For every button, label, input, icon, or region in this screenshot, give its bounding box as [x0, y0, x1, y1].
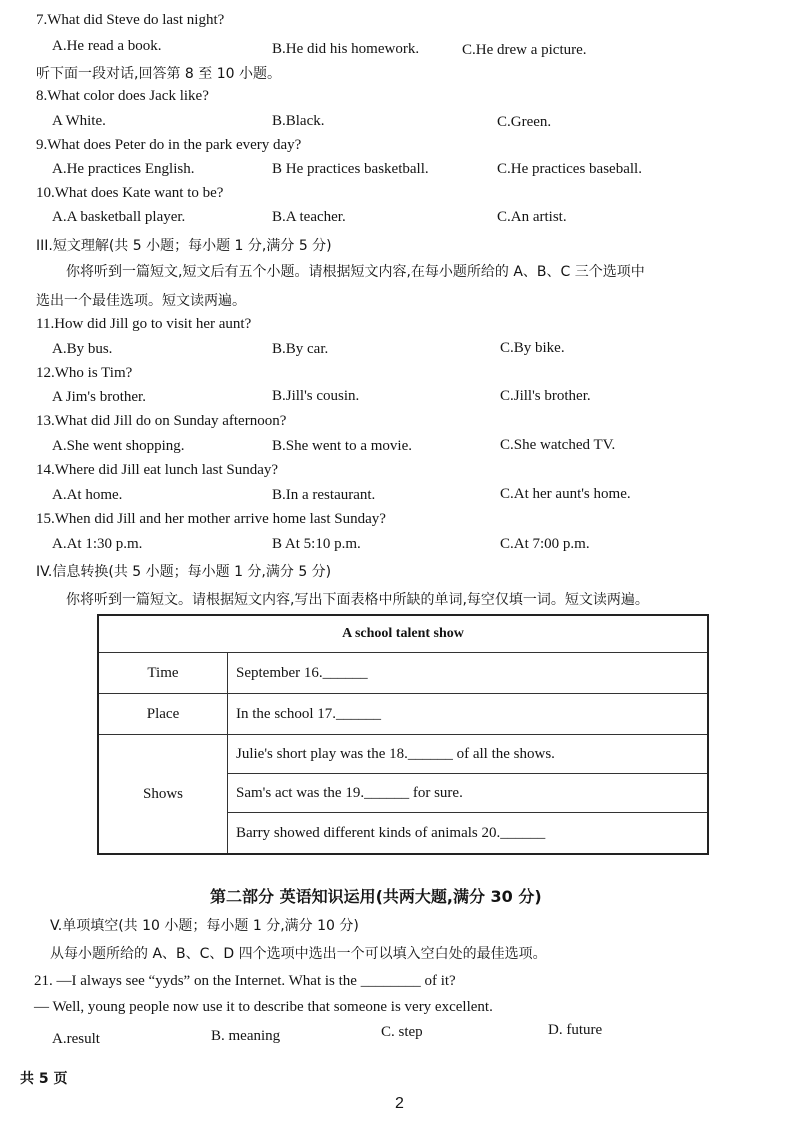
table-show-18: Julie's short play was the 18.______ of all the shows. [228, 735, 709, 774]
question-11-option-b: B.By car. [272, 341, 329, 357]
question-21-line-2: — Well, young people now use it to describe that someone is very excellent. [34, 999, 493, 1015]
question-11-stem: 11.How did Jill go to visit her aunt? [36, 316, 252, 332]
section-3-instruction-line-1: 你将听到一篇短文,短文后有五个小题。请根据短文内容,在每小题所给的 A、B、C 三个选项中 [66, 264, 645, 280]
question-15-stem: 15.When did Jill and her mother arrive home last Sunday? [36, 511, 386, 527]
question-10-option-b: B.A teacher. [272, 209, 346, 225]
question-9-option-a: A.He practices English. [52, 161, 195, 177]
question-15-option-a: A.At 1:30 p.m. [52, 536, 143, 552]
question-11-option-c: C.By bike. [500, 340, 565, 356]
table-title: A school talent show [98, 615, 708, 653]
part-2-title: 第二部分 英语知识运用(共两大题,满分 30 分) [210, 887, 542, 906]
question-15-option-c: C.At 7:00 p.m. [500, 536, 590, 552]
question-21-option-a: A.result [52, 1031, 100, 1047]
section-3-heading: III.短文理解(共 5 小题；每小题 1 分,满分 5 分) [36, 238, 332, 254]
question-12-option-a: A Jim's brother. [52, 389, 146, 405]
question-13-option-c: C.She watched TV. [500, 437, 616, 453]
question-7-option-c: C.He drew a picture. [462, 42, 587, 58]
question-21-option-d: D. future [548, 1022, 603, 1038]
question-10-option-a: A.A basketball player. [52, 209, 186, 225]
question-21-option-b: B. meaning [211, 1028, 281, 1044]
question-9-option-c: C.He practices baseball. [497, 161, 642, 177]
table-time-label: Time [98, 653, 228, 694]
question-10-stem: 10.What does Kate want to be? [36, 185, 224, 201]
question-14-option-a: A.At home. [52, 487, 123, 503]
question-13-option-b: B.She went to a movie. [272, 438, 412, 454]
table-place-label: Place [98, 694, 228, 735]
table-place-value: In the school 17.______ [228, 694, 709, 735]
instruction-8-10: 听下面一段对话,回答第 8 至 10 小题。 [36, 66, 281, 82]
question-13-option-a: A.She went shopping. [52, 438, 185, 454]
question-8-stem: 8.What color does Jack like? [36, 88, 209, 104]
question-10-option-c: C.An artist. [497, 209, 567, 225]
table-show-19: Sam's act was the 19.______ for sure. [228, 774, 709, 813]
table-time-value: September 16.______ [228, 653, 709, 694]
question-8-option-a: A White. [52, 113, 106, 129]
question-14-option-b: B.In a restaurant. [272, 487, 376, 503]
question-7-option-a: A.He read a book. [52, 38, 162, 54]
question-9-option-b: B He practices basketball. [272, 161, 429, 177]
question-12-option-c: C.Jill's brother. [500, 388, 591, 404]
section-3-instruction-line-2: 选出一个最佳选项。短文读两遍。 [36, 293, 246, 309]
question-14-stem: 14.Where did Jill eat lunch last Sunday? [36, 462, 279, 478]
question-8-option-b: B.Black. [272, 113, 325, 129]
question-14-option-c: C.At her aunt's home. [500, 486, 631, 502]
talent-show-table [97, 614, 709, 855]
section-4-instruction: 你将听到一篇短文。请根据短文内容,写出下面表格中所缺的单词,每空仅填一词。短文读两遍。 [66, 592, 649, 608]
question-12-stem: 12.Who is Tim? [36, 365, 133, 381]
section-5-instruction: 从每小题所给的 A、B、C、D 四个选项中选出一个可以填入空白处的最佳选项。 [50, 946, 547, 962]
table-show-20: Barry showed different kinds of animals 20.______ [228, 813, 709, 855]
question-21-option-c: C. step [381, 1024, 423, 1040]
question-15-option-b: B At 5:10 p.m. [272, 536, 361, 552]
question-13-stem: 13.What did Jill do on Sunday afternoon? [36, 413, 287, 429]
question-12-option-b: B.Jill's cousin. [272, 388, 360, 404]
question-11-option-a: A.By bus. [52, 341, 113, 357]
question-21-line-1: 21. —I always see “yyds” on the Internet. What is the ________ of it? [34, 973, 456, 989]
total-pages: 共 5 页 [20, 1071, 68, 1087]
question-7-option-b: B.He did his homework. [272, 41, 420, 57]
section-4-heading: IV.信息转换(共 5 小题；每小题 1 分,满分 5 分) [36, 564, 332, 580]
table-shows-label: Shows [98, 735, 228, 855]
page-number: 2 [395, 1095, 404, 1112]
question-7-stem: 7.What did Steve do last night? [36, 12, 225, 28]
section-5-heading: V.单项填空(共 10 小题；每小题 1 分,满分 10 分) [50, 918, 359, 934]
question-8-option-c: C.Green. [497, 114, 552, 130]
question-9-stem: 9.What does Peter do in the park every day? [36, 137, 302, 153]
